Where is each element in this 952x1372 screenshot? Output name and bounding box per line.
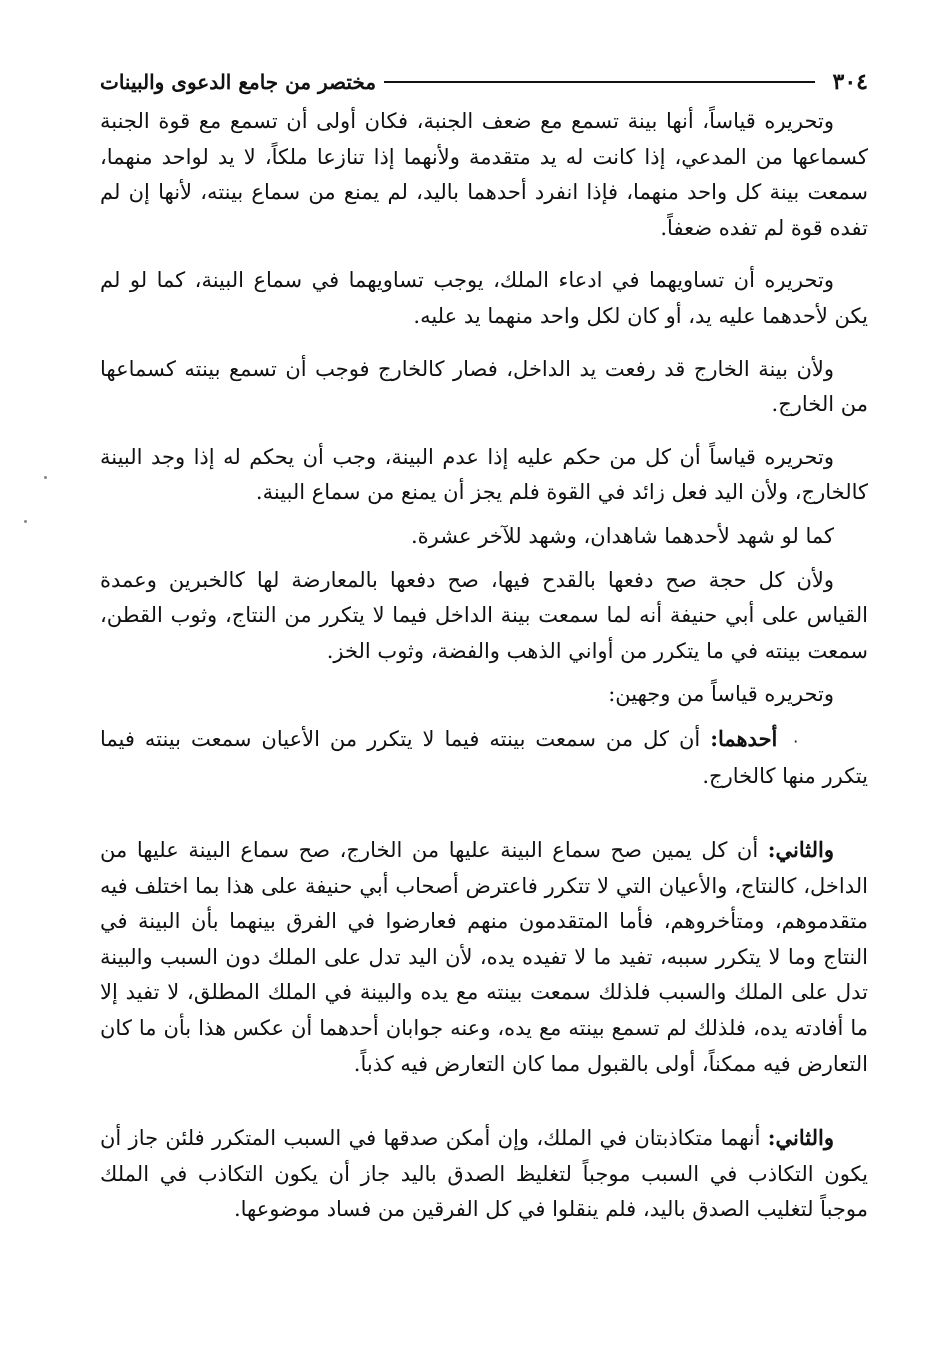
page-body (100, 104, 868, 1245)
paragraph-text: أن كل يمين صح سماع البينة عليها من الخارج، صح سماع البينة عليها من الداخل، كالنتاج، والأعيان التي لا تتكرر فاعترض أصحاب أبي حنيفة على هذا بما اختلف فيه متقدموهم، ومتأخروهم، فأما المتقدمون منهم فعارضوا في الفرق بينهما بأن البينة في النتاج وما لا يتكرر سببه، تفيد ما لا تفيده يده، لأن اليد تدل على الملك دون السبب والبينة تدل على الملك والسبب فلذلك سمعت بينته مع يده والبينة في الملك المطلق، لا تفيد إلا ما أفادته يده، فلذلك لم تسمع بينته مع يده، وعنه جوابان أحدهما أن عكس هذا بأن ما كان التعارض فيه ممكناً، أولى بالقبول مما كان التعارض فيه كذباً. (100, 838, 868, 1076)
paragraph (100, 440, 868, 511)
paragraph-text: ولأن بينة الخارج قد رفعت يد الداخل، فصار كالخارج فوجب أن تسمع بينته كسماعها من الخارج. (100, 356, 868, 417)
paragraph (100, 519, 868, 555)
paragraph-text: كما لو شهد لأحدهما شاهدان، وشهد للآخر عشرة. (411, 523, 834, 548)
paragraph-second-answer (100, 1120, 868, 1228)
paragraph-second-aspect (100, 832, 868, 1082)
paragraph-first-aspect (100, 721, 868, 794)
paragraph-lead: أحدهما: (710, 725, 778, 751)
paragraph-text: وتحريره قياساً، أنها بينة تسمع مع ضعف الجنبة، فكان أولى أن تسمع مع قوة الجنبة كسماعها من المدعي، إذا كانت له يد متقدمة ولأنهما إذا تنازعا ملكاً، لا يد لواحد منهما، سمعت بينة كل واحد منهما، فإذا انفرد أحدهما باليد، لم يمنع من سماع بينته، لأنها إن لم تفده قوة لم تفده ضعفاً. (100, 109, 868, 240)
paragraph (100, 263, 868, 334)
bullet-mark: ٠ (791, 730, 800, 750)
page-number: ٣٠٤ (832, 69, 868, 95)
paragraph-text: وتحريره قياساً من وجهين: (608, 682, 834, 707)
scan-speck (44, 476, 47, 479)
running-header (100, 62, 868, 102)
paragraph-text: أنهما متكاذبتان في الملك، وإن أمكن صدقها في السبب المتكرر فلئن جاز أن يكون التكاذب في السبب موجباً لتغليظ الصدق باليد جاز أن يكون التكاذب في الملك موجباً لتغليب الصدق باليد، فلم ينقلوا في كل الفرقين من فساد موضوعها. (100, 1126, 868, 1222)
book-title: مختصر من جامع الدعوى والبينات (100, 70, 377, 94)
paragraph (100, 677, 868, 713)
paragraph (100, 352, 868, 423)
paragraph (100, 104, 868, 246)
paragraph (100, 563, 868, 670)
paragraph-text: وتحريره قياساً أن كل من حكم عليه إذا عدم البينة، وجب أن يحكم له إذا وجد البينة كالخارج، ولأن اليد فعل زائد في القوة فلم يجز أن يمنع من سماع البينة. (100, 444, 868, 505)
header-rule (384, 81, 815, 83)
paragraph-lead: والثاني: (767, 1125, 834, 1151)
scan-speck (24, 520, 27, 523)
paragraph-text: وتحريره أن تساويهما في ادعاء الملك، يوجب تساويهما في سماع البينة، كما لو لم يكن لأحدهما عليه يد، أو كان لكل واحد منهما يد عليه. (100, 268, 868, 328)
paragraph-text: ولأن كل حجة صح دفعها بالقدح فيها، صح دفعها بالمعارضة لها كالخبرين وعمدة القياس على أبي حنيفة أنه لما سمعت بينة الداخل فيما لا يتكرر من النتاج، وثوب القطن، سمعت بينته في ما يتكرر من أواني الذهب والفضة، وثوب الخز. (100, 567, 868, 663)
paragraph-text: أن كل من سمعت بينته فيما لا يتكرر من الأعيان سمعت بينته فيما يتكرر منها كالخارج. (100, 726, 868, 788)
paragraph-lead: والثاني: (767, 837, 834, 863)
